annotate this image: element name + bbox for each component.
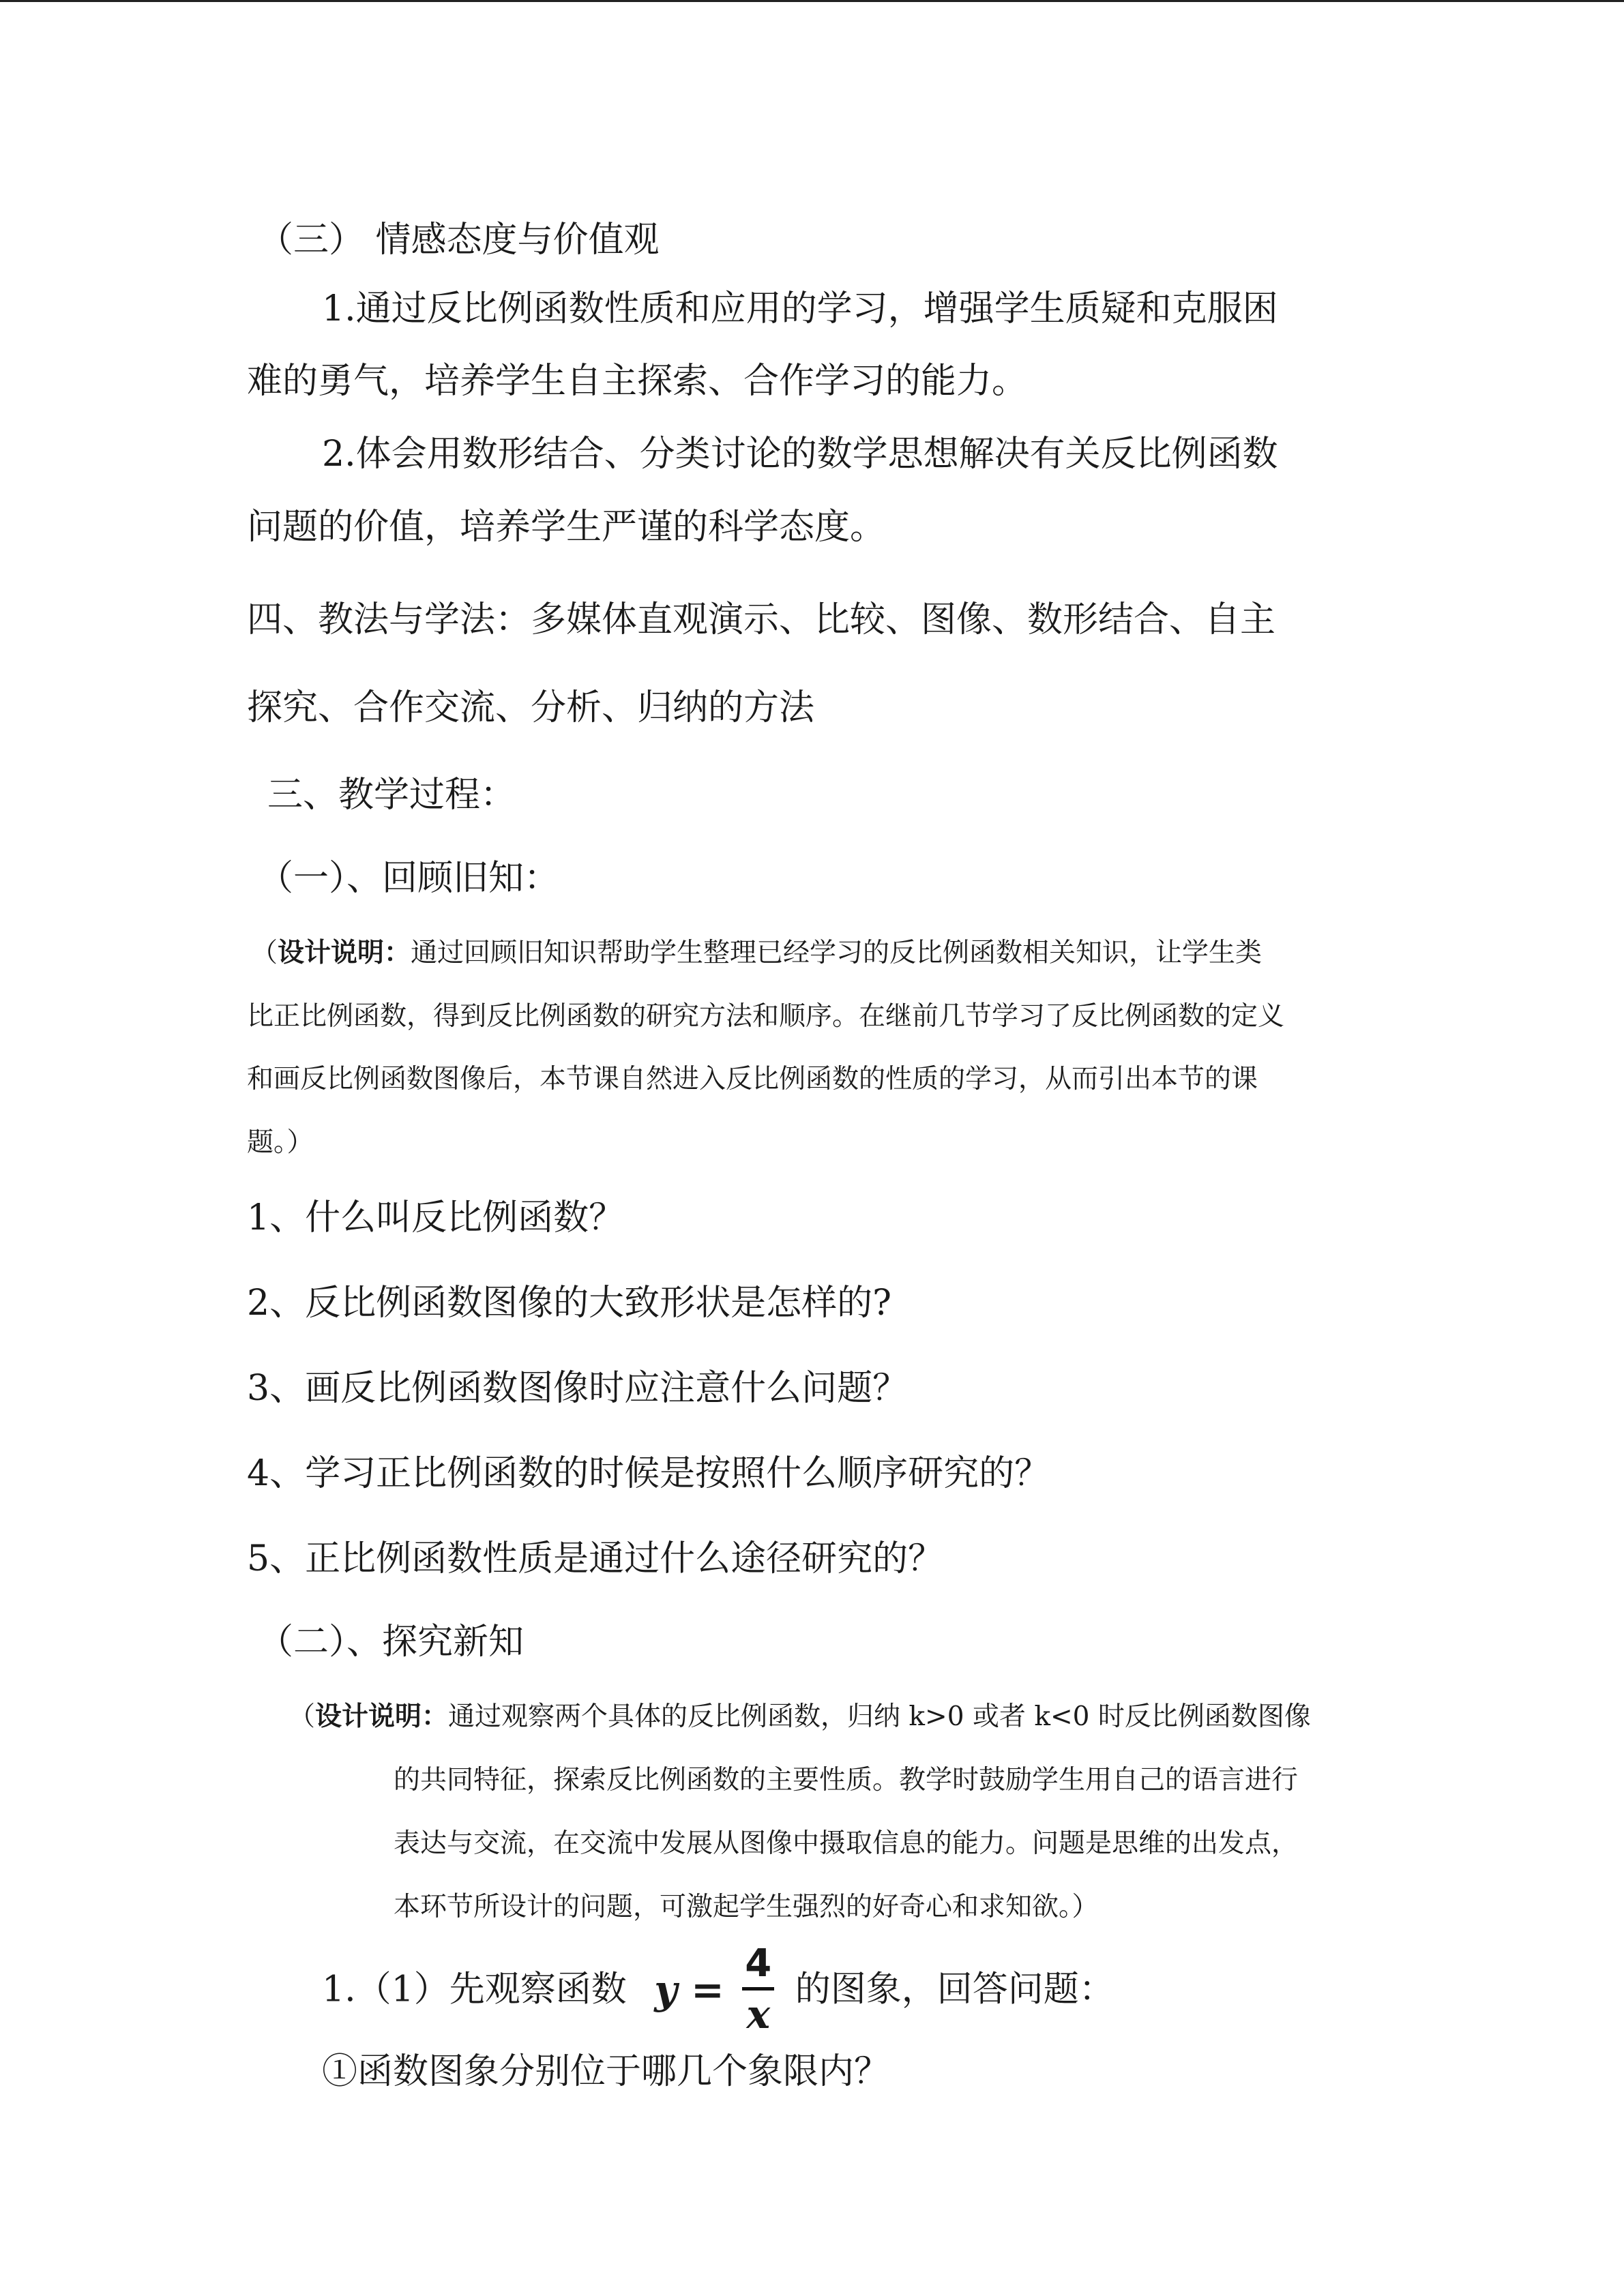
explore-design-note-line2: 的共同特征，探索反比例函数的主要性质。教学时鼓励学生用自己的语言进行: [394, 1765, 1299, 1795]
methods-line2: 探究、合作交流、分析、归纳的方法: [247, 687, 815, 728]
review-design-note-line1: （设计说明：通过回顾旧知识帮助学生整理已经学习的反比例函数相关知识，让学生类: [251, 937, 1263, 968]
fraction-numerator: 4: [742, 1945, 774, 1991]
explore-question-1: ①函数图象分别位于哪几个象限内？: [322, 2051, 890, 2092]
explore-task-1: [322, 1941, 1114, 2038]
explore-design-note-line3: 表达与交流，在交流中发展从图像中摄取信息的能力。问题是思维的出发点，: [394, 1828, 1299, 1859]
affect-item2-line1: 2.体会用数形结合、分类讨论的数学思想解决有关反比例函数: [322, 434, 1278, 475]
methods-line1: 四、教法与学法：多媒体直观演示、比较、图像、数形结合、自主: [247, 599, 1276, 640]
review-question-4: 4、学习正比例函数的时候是按照什么顺序研究的？: [247, 1453, 1050, 1494]
explore-heading: （二）、探究新知: [258, 1622, 525, 1663]
review-heading: （一）、回顾旧知：: [258, 858, 560, 899]
process-heading: 三、教学过程：: [267, 775, 516, 816]
review-design-note-line4: 题。）: [247, 1127, 314, 1158]
fraction-4-over-x: [742, 1941, 774, 2038]
explore-design-note-line4: 本环节所设计的问题，可激起学生强烈的好奇心和求知欲。）: [394, 1892, 1099, 1922]
design-note-label: 设计说明：: [315, 1701, 449, 1732]
top-border-rule: [0, 0, 1624, 2]
review-question-2: 2、反比例函数图像的大致形状是怎样的?: [247, 1283, 891, 1324]
affect-item1-line2: 难的勇气，培养学生自主探索、合作学习的能力。: [247, 361, 1028, 402]
review-question-1: 1、什么叫反比例函数？: [247, 1197, 625, 1238]
affect-item1-line1: 1.通过反比例函数性质和应用的学习，增强学生质疑和克服困: [322, 288, 1278, 329]
task-prefix: 1.（1）先观察函数: [322, 1969, 627, 2010]
formula-lhs: y =: [654, 1966, 724, 2013]
review-question-3: 3、画反比例函数图像时应注意什么问题？: [247, 1368, 909, 1409]
design-note-label: 设计说明：: [278, 937, 411, 968]
affect-item2-line2: 问题的价值，培养学生严谨的科学态度。: [247, 507, 886, 548]
review-design-note-line3: 和画反比例函数图像后，本节课自然进入反比例函数的性质的学习，从而引出本节的课: [247, 1064, 1258, 1094]
explore-design-note-line1: （设计说明：通过观察两个具体的反比例函数，归纳 k>0 或者 k<0 时反比例函数图像: [289, 1701, 1311, 1732]
section-heading-affect: （三） 情感态度与价值观: [258, 220, 660, 260]
review-question-5: 5、正比例函数性质是通过什么途径研究的？: [247, 1538, 944, 1579]
task-suffix: 的图象，回答问题：: [795, 1969, 1114, 2010]
fraction-denominator: x: [746, 1991, 771, 2038]
review-design-note-line2: 比正比例函数，得到反比例函数的研究方法和顺序。在继前几节学习了反比例函数的定义: [247, 1001, 1285, 1032]
